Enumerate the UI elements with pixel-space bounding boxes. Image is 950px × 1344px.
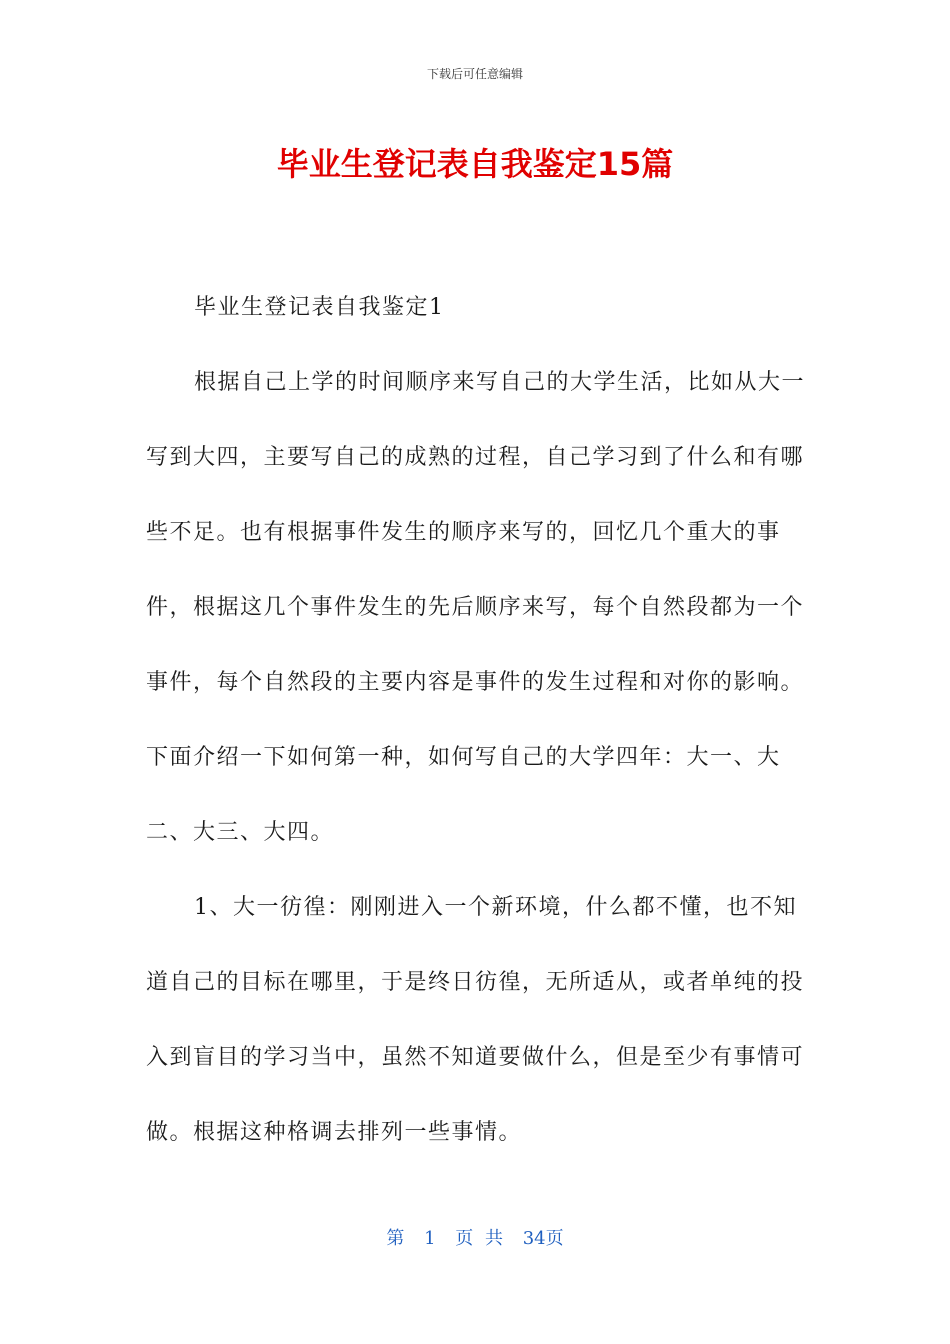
body-paragraph: 根据自己上学的时间顺序来写自己的大学生活，比如从大一写到大四，主要写自己的成熟的过程，自己学习到了什么和有哪些不足。也有根据事件发生的顺序来写的，回忆几个重大的事件，根据这几个事件发生的先后顺序来写，每个自然段都为一个事件，每个自然段的主要内容是事件的发生过程和对你的影响。下面介绍一下如何第一种，如何写自己的大学四年：大一、大二、大三、大四。	[146, 370, 806, 845]
body-paragraph: 1、大一彷徨：刚刚进入一个新环境，什么都不懂，也不知道自己的目标在哪里，于是终日彷徨，无所适从，或者单纯的投入到盲目的学习当中，虽然不知道要做什么，但是至少有事情可做。根据这种格调去排列一些事情。	[146, 895, 805, 1145]
section-heading: 毕业生登记表自我鉴定1	[194, 295, 445, 320]
footer-middle: 页 共	[455, 1228, 503, 1249]
page-footer	[0, 1224, 950, 1254]
document-title: 毕业生登记表自我鉴定15篇	[276, 145, 674, 183]
footer-total-pages: 34页	[522, 1228, 564, 1249]
footer-prefix: 第	[386, 1228, 405, 1249]
document-body	[146, 270, 806, 1170]
page-header-note: 下载后可任意编辑	[426, 67, 523, 81]
footer-current-page: 1	[424, 1228, 436, 1249]
